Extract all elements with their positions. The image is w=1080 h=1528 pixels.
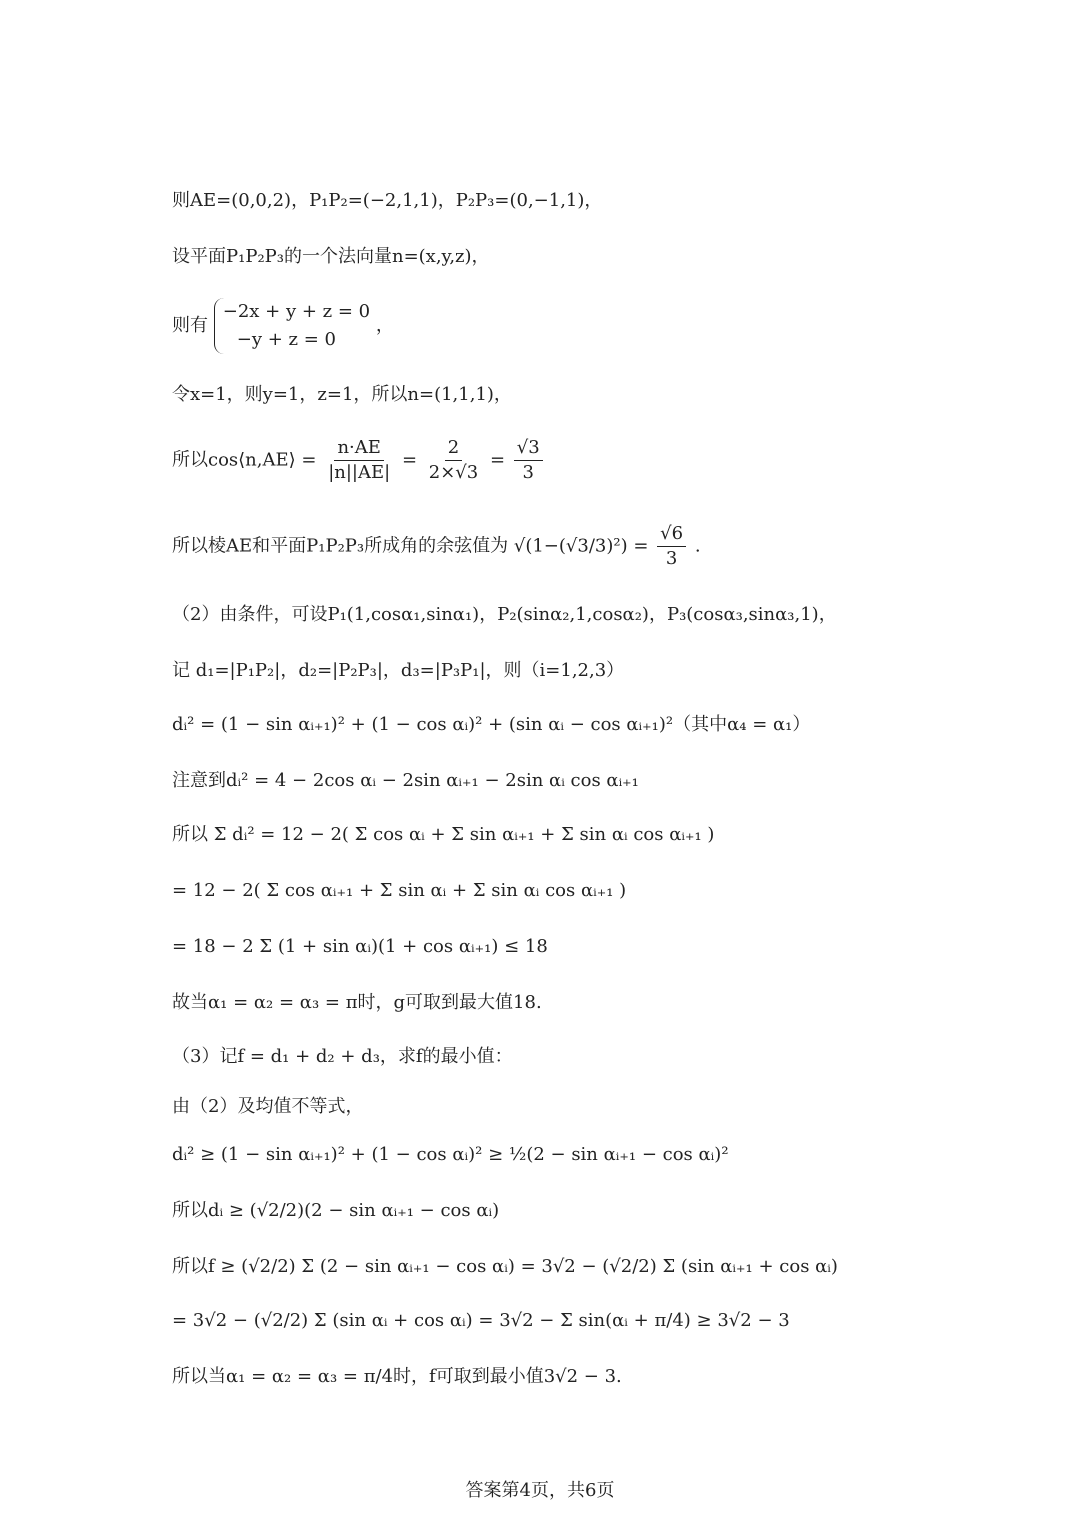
- equation-1: −2x + y + z = 0: [222, 301, 371, 322]
- system-prefix: 则有: [172, 315, 208, 336]
- fraction-root6-over-3: [657, 522, 686, 571]
- angle-prefix: 所以棱AE和平面P₁P₂P₃所成角的余弦值为: [172, 535, 509, 557]
- fraction-numerator: √6: [657, 522, 686, 547]
- line-inequality-2: 所以dᵢ ≥ (√2/2)(2 − sin αᵢ₊₁ − cos αᵢ): [172, 1200, 500, 1221]
- fraction-denominator: 3: [665, 548, 678, 569]
- line-di-squared: dᵢ² = (1 − sin αᵢ₊₁)² + (1 − cos αᵢ)² + (sin αᵢ − cos αᵢ₊₁)²（其中α₄ = α₁）: [172, 714, 811, 735]
- fraction-numerator: n·AE: [334, 436, 383, 461]
- equation-2: −y + z = 0: [236, 329, 336, 350]
- fraction-numerator: √3: [514, 436, 543, 461]
- line-f-bound-1: 所以f ≥ (√2/2) Σ (2 − sin αᵢ₊₁ − cos αᵢ) = 3√2 − (√2/2) Σ (sin αᵢ₊₁ + cos αᵢ): [172, 1256, 838, 1277]
- line-f-bound-2: = 3√2 − (√2/2) Σ (sin αᵢ + cos αᵢ) = 3√2 − Σ sin(αᵢ + π/4) ≥ 3√2 − 3: [172, 1310, 790, 1331]
- line-sum-3: = 18 − 2 Σ (1 + sin αᵢ)(1 + cos αᵢ₊₁) ≤ 18: [172, 936, 548, 957]
- line-min-conclusion: 所以当α₁ = α₂ = α₃ = π/4时，f可取到最小值3√2 − 3.: [172, 1366, 622, 1387]
- line-sum-1: 所以 Σ dᵢ² = 12 − 2( Σ cos αᵢ + Σ sin αᵢ₊₁ + Σ sin αᵢ cos αᵢ₊₁ ): [172, 824, 715, 845]
- fraction-numerator: 2: [445, 436, 462, 461]
- fraction-denominator: 3: [522, 462, 534, 483]
- fraction-denominator: |n||AE|: [328, 462, 391, 483]
- line-max-conclusion: 故当α₁ = α₂ = α₃ = π时，g可取到最大值18.: [172, 992, 542, 1013]
- angle-sqrt-expression: √(1−(√3/3)²) =: [513, 535, 649, 557]
- line-define-d: 记 d₁=|P₁P₂|，d₂=|P₂P₃|，d₃=|P₃P₁|，则（i=1,2,3）: [172, 660, 625, 681]
- line-solve-n: 令x=1，则y=1，z=1，所以n=(1,1,1)，: [172, 384, 512, 405]
- fraction-dot-over-norms: [325, 436, 393, 485]
- line-part2-setup: （2）由条件，可设P₁(1,cosα₁,sinα₁)，P₂(sinα₂,1,cosα₂)，P₃(cosα₃,sinα₃,1)，: [172, 604, 837, 625]
- line-inequality-1: dᵢ² ≥ (1 − sin αᵢ₊₁)² + (1 − cos αᵢ)² ≥ ½(2 − sin αᵢ₊₁ − cos αᵢ)²: [172, 1144, 729, 1165]
- fraction-denominator: 2×√3: [428, 462, 479, 483]
- line-sum-2: = 12 − 2( Σ cos αᵢ₊₁ + Σ sin αᵢ + Σ sin αᵢ cos αᵢ₊₁ ): [172, 880, 627, 901]
- equation-system: [214, 298, 370, 354]
- line-cosine: 所以cos⟨n,AE⟩ = $\frac{n\cdot AE}{|n||AE|}$ = $\frac{2}{2\times√3}$ = $\frac{√3}{3}$: [172, 436, 1020, 485]
- line-note: 注意到dᵢ² = 4 − 2cos αᵢ − 2sin αᵢ₊₁ − 2sin αᵢ cos αᵢ₊₁: [172, 770, 639, 791]
- line-am-gm: 由（2）及均值不等式，: [172, 1096, 364, 1117]
- cosine-prefix: 所以cos⟨n,AE⟩ =: [172, 449, 317, 471]
- fraction-two-over-root3: [426, 436, 481, 485]
- page-footer: 答案第4页，共6页: [465, 1480, 615, 1501]
- line-vectors: 则AE=(0,0,2)，P₁P₂=(−2,1,1)，P₂P₃=(0,−1,1)，: [172, 190, 603, 211]
- fraction-root3-over-3: [514, 436, 543, 485]
- line-normal-vector: 设平面P₁P₂P₃的一个法向量n=(x,y,z)，: [172, 246, 490, 267]
- line-system: 则有 −2x + y + z = 0 −y + z = 0 ，: [172, 298, 1020, 354]
- line-part3: （3）记f = d₁ + d₂ + d₃，求f的最小值：: [172, 1046, 513, 1067]
- line-angle-cosine: 所以棱AE和平面P₁P₂P₃所成角的余弦值为 √(1−(√3/3)²) = $\frac{√6}{3}$ .: [172, 523, 701, 569]
